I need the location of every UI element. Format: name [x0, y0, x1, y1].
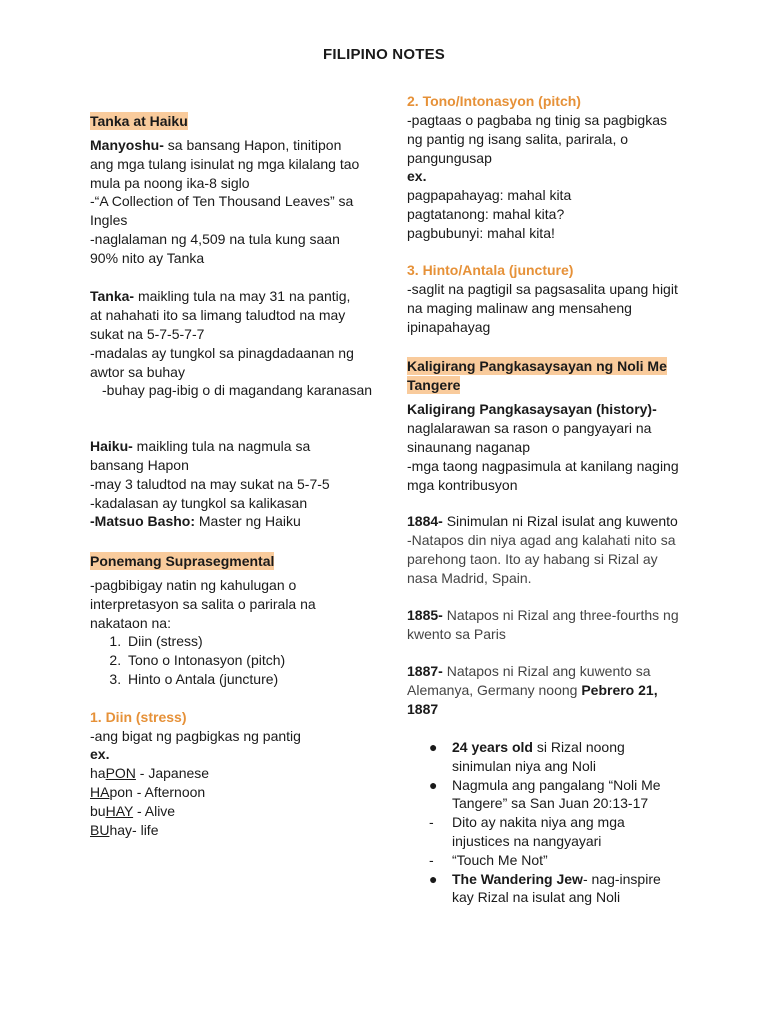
diin-example-4: BUhay- life	[90, 822, 159, 838]
haiku-line-3: -kadalasan ay tungkol sa kalikasan	[90, 495, 308, 511]
tanka-definition: Tanka- maikling tula na may 31 na pantig, at nahahati ito sa limang taludtod na may sukat na 5-7-5-7-7	[90, 288, 351, 342]
tanka-line-2: -madalas ay tungkol sa pinagdadaanan ng awtor sa buhay	[90, 345, 354, 380]
list-item: ● The Wandering Jew- nag-inspire kay Rizal na isulat ang Noli	[429, 870, 661, 906]
kaligirang-definition: Kaligirang Pangkasaysayan (history)- naglalarawan sa rason o pangyayari na sinaunang naganap	[407, 401, 657, 455]
manyoshu-definition: Manyoshu- sa bansang Hapon, tinitipon ang mga tulang isinulat ng mga kilalang tao mula pa noong ika-8 siglo	[90, 137, 360, 191]
basho-line: -Matsuo Basho: Master ng Haiku	[90, 513, 301, 529]
year-1887: 1887- Natapos ni Rizal ang kuwento sa Alemanya, Germany noong Pebrero 21, 1887	[407, 663, 658, 717]
noli-facts-list	[407, 738, 679, 907]
page-title: FILIPINO NOTES	[323, 46, 445, 63]
year-1885: 1885- Natapos ni Rizal ang three-fourths ng kwento sa Paris	[407, 607, 679, 642]
list-item: 1. Diin (stress)	[125, 632, 397, 651]
diin-description: -ang bigat ng pagbigkas ng pantig	[90, 728, 301, 744]
list-item: 2. Tono o Intonasyon (pitch)	[125, 651, 397, 670]
tono-ex-label: ex.	[407, 168, 427, 184]
diin-example-2: HApon - Afternoon	[90, 784, 206, 800]
year-1884-detail: -Natapos din niya agad ang kalahati nito sa parehong taon. Ito ay habang si Rizal ay nasa Madrid, Spain.	[407, 532, 676, 586]
manyoshu-line-3: -naglalaman ng 4,509 na tula kung saan 90% nito ay Tanka	[90, 231, 340, 266]
diin-example-1: haPON - Japanese	[90, 765, 210, 781]
bullet-dash-icon: -	[429, 814, 434, 831]
hinto-heading: 3. Hinto/Antala (juncture)	[407, 262, 574, 278]
bullet-dot-icon: ●	[429, 739, 438, 755]
tanka-line-3: -buhay pag-ibig o di magandang karanasan	[102, 382, 373, 398]
bullet-dash-icon: -	[429, 851, 434, 868]
hinto-description: -saglit na pagtigil sa pagsasalita upang higit na maging malinaw ang mensaheng ipinapahayag	[407, 281, 678, 335]
manyoshu-line-2: -“A Collection of Ten Thousand Leaves” sa Ingles	[90, 193, 354, 228]
tono-description: -pagtaas o pagbaba ng tinig sa pagbigkas ng pantig ng isang salita, parirala, o pangungusap	[407, 112, 667, 166]
tono-example-3: pagbubunyi: mahal kita!	[407, 225, 555, 241]
ponema-list	[90, 632, 397, 688]
haiku-definition: Haiku- maikling tula na nagmula sa bansang Hapon	[90, 438, 311, 473]
tono-heading: 2. Tono/Intonasyon (pitch)	[407, 93, 581, 109]
tono-example-2: pagtatanong: mahal kita?	[407, 206, 565, 222]
list-item: - Dito ay nakita niya ang mga injustices na nangyayari	[429, 814, 625, 849]
bullet-dot-icon: ●	[429, 776, 438, 793]
kaligirang-heading: Kaligirang Pangkasaysayan ng Noli Me Tangere	[407, 358, 667, 393]
haiku-line-2: -may 3 taludtod na may sukat na 5-7-5	[90, 476, 330, 492]
diin-example-3: buHAY - Alive	[90, 803, 176, 819]
year-1884: 1884- Sinimulan ni Rizal isulat ang kuwento	[407, 513, 678, 529]
kaligirang-line-2: -mga taong nagpasimula at kanilang naging mga kontribusyon	[407, 458, 679, 493]
bullet-dot-icon: ●	[429, 870, 438, 887]
list-item: - “Touch Me Not”	[429, 851, 548, 868]
ponema-description: -pagbibigay natin ng kahulugan o interpretasyon sa salita o parirala na nakataon na:	[90, 577, 316, 631]
list-item: ● Nagmula ang pangalang “Noli Me Tangere” sa San Juan 20:13-17	[429, 776, 661, 812]
diin-heading: 1. Diin (stress)	[90, 709, 187, 725]
list-item: 3. Hinto o Antala (juncture)	[125, 670, 397, 689]
list-item: ● 24 years old si Rizal noong sinimulan niya ang Noli	[429, 739, 625, 774]
diin-ex-label: ex.	[90, 746, 110, 762]
tono-example-1: pagpapahayag: mahal kita	[407, 187, 572, 203]
ponema-heading: Ponemang Suprasegmental	[90, 553, 275, 569]
tanka-haiku-heading: Tanka at Haiku	[90, 113, 188, 129]
